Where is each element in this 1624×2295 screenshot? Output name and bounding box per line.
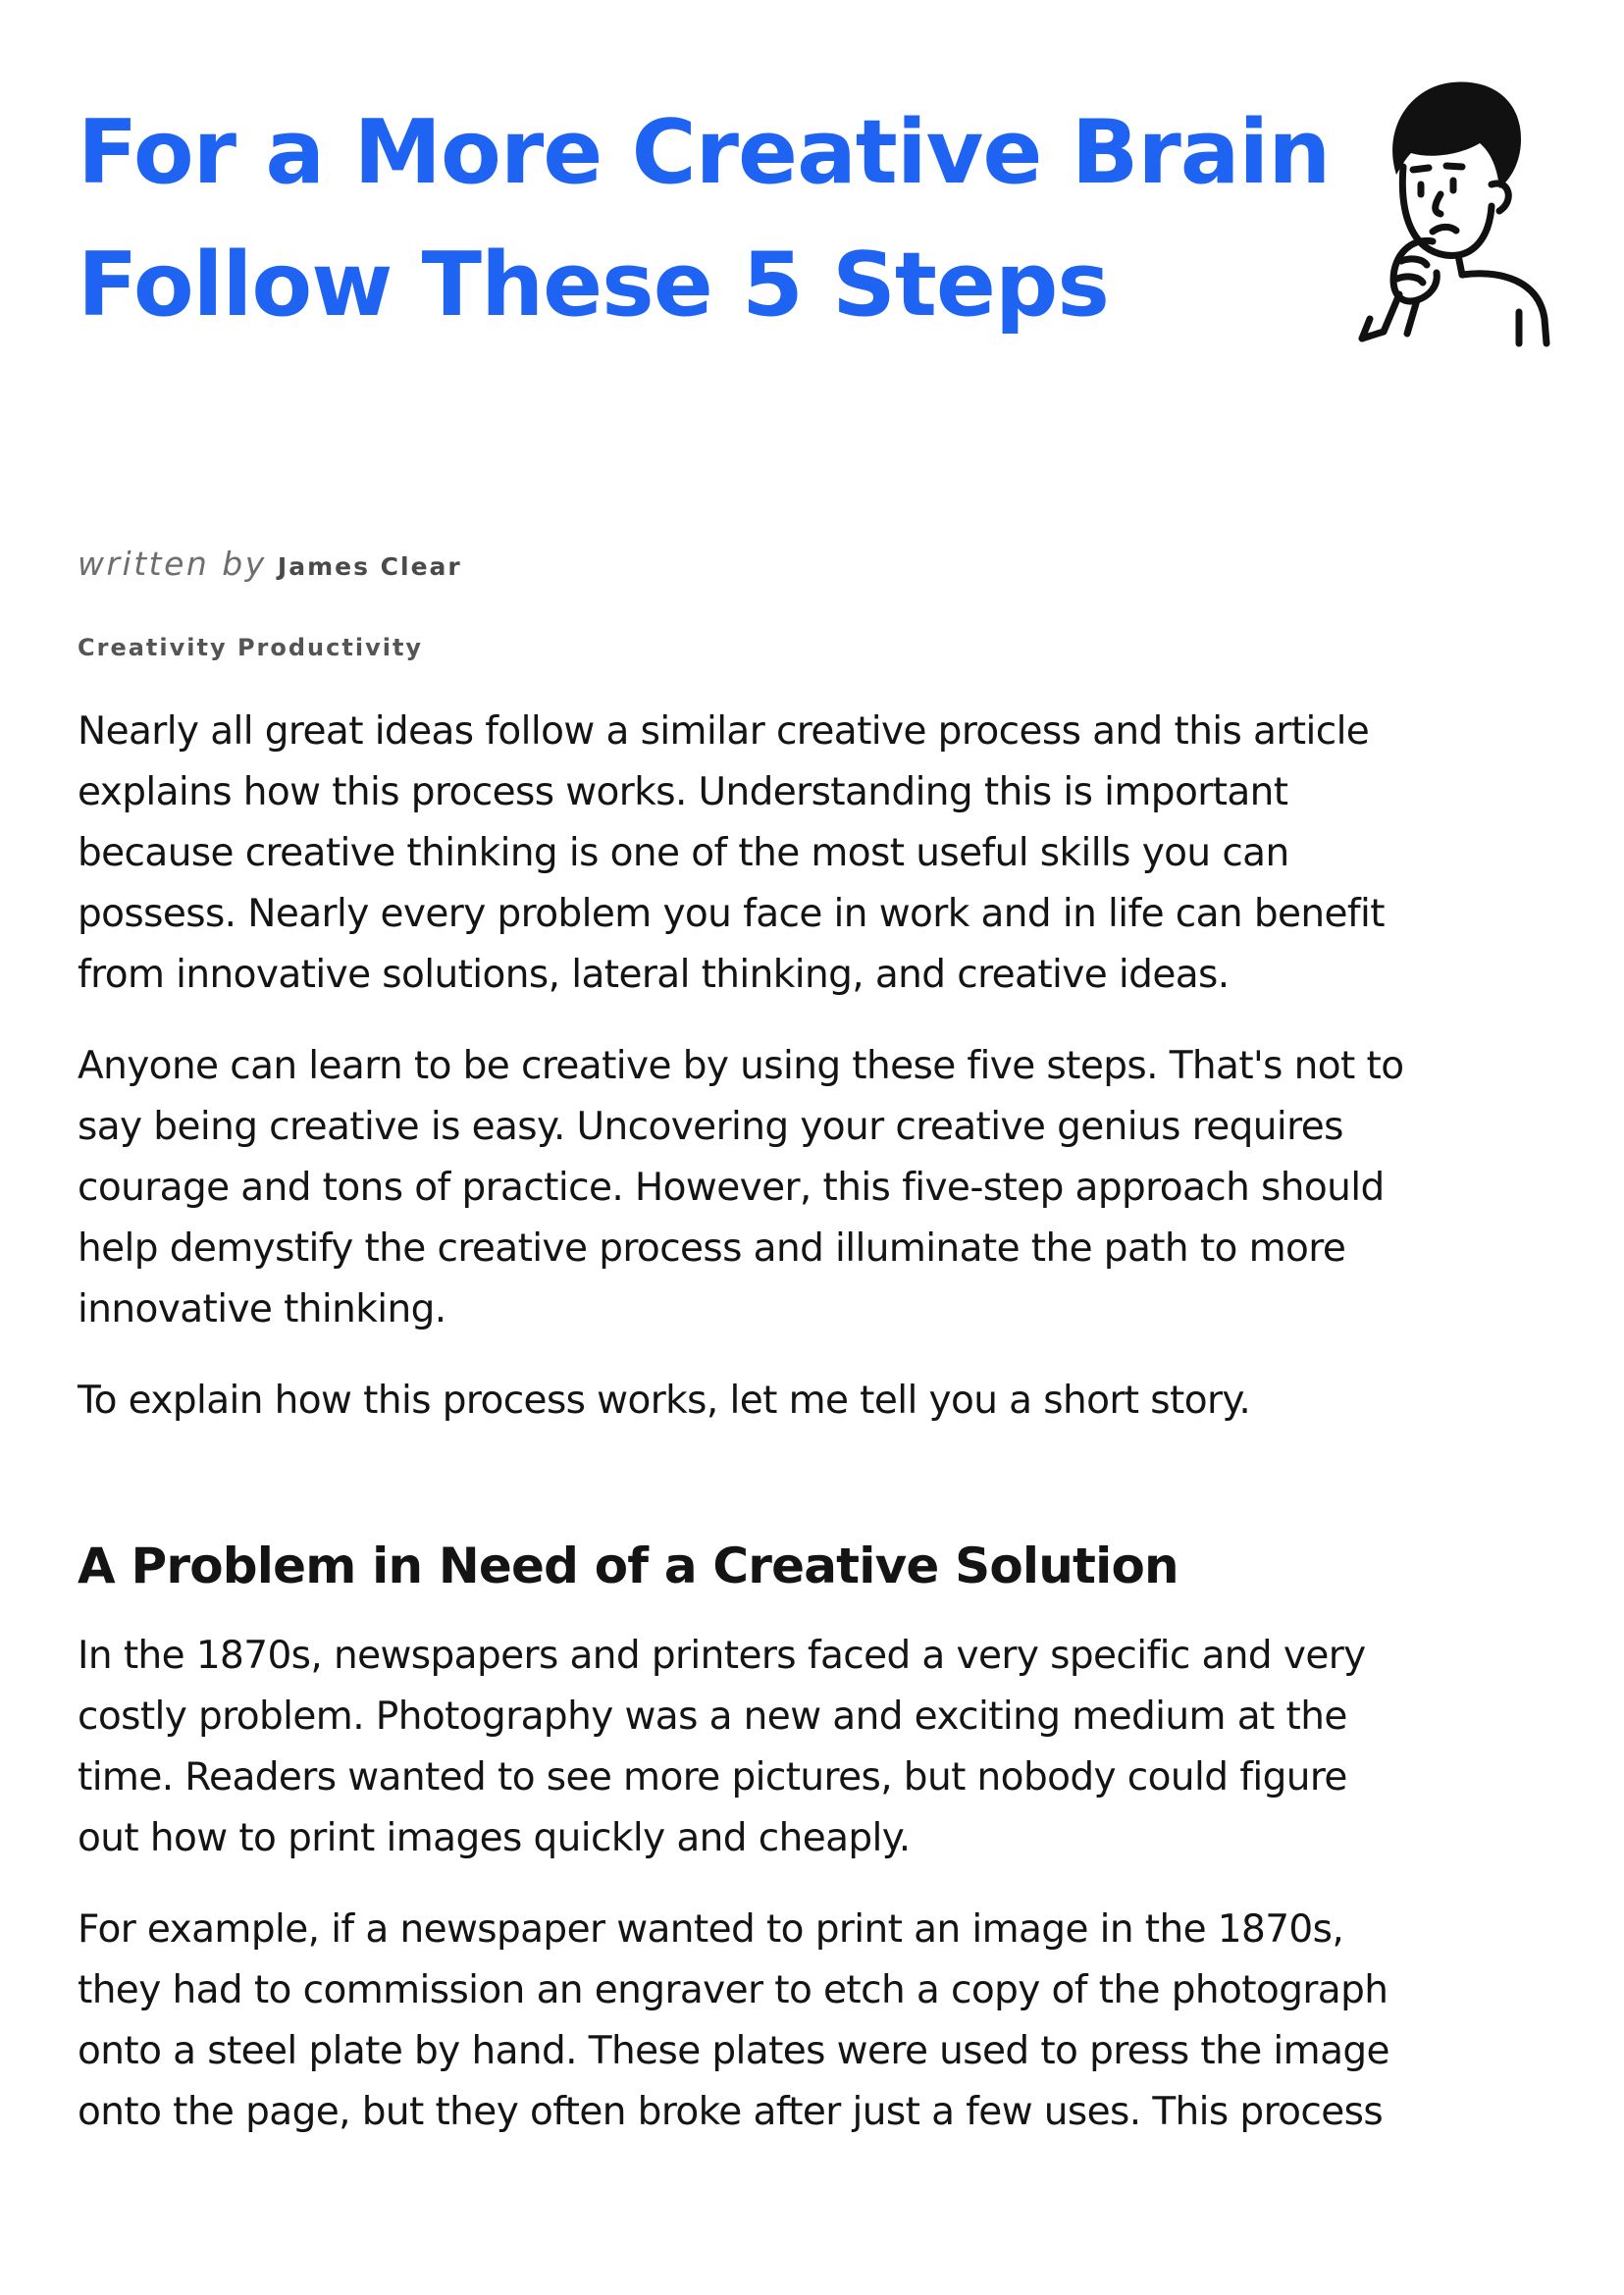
- thinking-person-icon: [1342, 69, 1558, 353]
- paragraph-line: say being creative is easy. Uncovering your creative genius requires: [78, 1105, 1343, 1149]
- paragraph-gap: [78, 1869, 1569, 1900]
- paragraph-line: innovative thinking.: [78, 1287, 446, 1331]
- paragraph-line: because creative thinking is one of the most useful skills you can: [78, 831, 1289, 875]
- paragraph-line: out how to print images quickly and cheaply.: [78, 1816, 911, 1860]
- paragraph-gap: [78, 1340, 1569, 1371]
- article-body: [78, 702, 1569, 2143]
- author-name[interactable]: James Clear: [277, 552, 462, 581]
- paragraph-line: they had to commission an engraver to etch a copy of the photograph: [78, 1968, 1388, 2012]
- paragraph-line: onto the page, but they often broke after just a few uses. This process: [78, 2090, 1384, 2134]
- paragraph-line: In the 1870s, newspapers and printers faced a very specific and very: [78, 1634, 1366, 1678]
- paragraph-line: help demystify the creative process and illuminate the path to more: [78, 1226, 1346, 1271]
- paragraph: [78, 702, 1569, 1006]
- paragraph-line: possess. Nearly every problem you face in work and in life can benefit: [78, 892, 1385, 936]
- paragraph-line: To explain how this process works, let me tell you a short story.: [78, 1379, 1251, 1423]
- byline: [78, 545, 462, 583]
- article-title: [78, 86, 1331, 351]
- written-by-label: written by: [78, 545, 267, 583]
- article-tags[interactable]: Creativity Productivity: [78, 634, 424, 661]
- paragraph-line: from innovative solutions, lateral thinking, and creative ideas.: [78, 953, 1230, 997]
- paragraph-line: Anyone can learn to be creative by using these five steps. That's not to: [78, 1044, 1404, 1088]
- paragraph-line: For example, if a newspaper wanted to print an image in the 1870s,: [78, 1907, 1344, 1952]
- paragraph: [78, 1371, 1569, 1432]
- paragraph-line: time. Readers wanted to see more pictures, but nobody could figure: [78, 1755, 1347, 1799]
- paragraph-line: onto a steel plate by hand. These plates were used to press the image: [78, 2029, 1389, 2073]
- paragraph-line: explains how this process works. Understanding this is important: [78, 770, 1288, 814]
- section-heading: A Problem in Need of a Creative Solution: [78, 1538, 1179, 1594]
- paragraph-line: courage and tons of practice. However, this five-step approach should: [78, 1166, 1385, 1210]
- paragraph: [78, 1626, 1569, 1869]
- paragraph-line: Nearly all great ideas follow a similar creative process and this article: [78, 709, 1370, 754]
- paragraph: [78, 1900, 1569, 2143]
- title-line-1: For a More Creative Brain: [78, 101, 1331, 204]
- paragraph: [78, 1036, 1569, 1340]
- section-gap: [78, 1432, 1569, 1532]
- title-line-2: Follow These 5 Steps: [78, 234, 1109, 337]
- heading-gap: [78, 1600, 1569, 1626]
- paragraph-line: costly problem. Photography was a new and exciting medium at the: [78, 1695, 1347, 1739]
- paragraph-gap: [78, 1006, 1569, 1036]
